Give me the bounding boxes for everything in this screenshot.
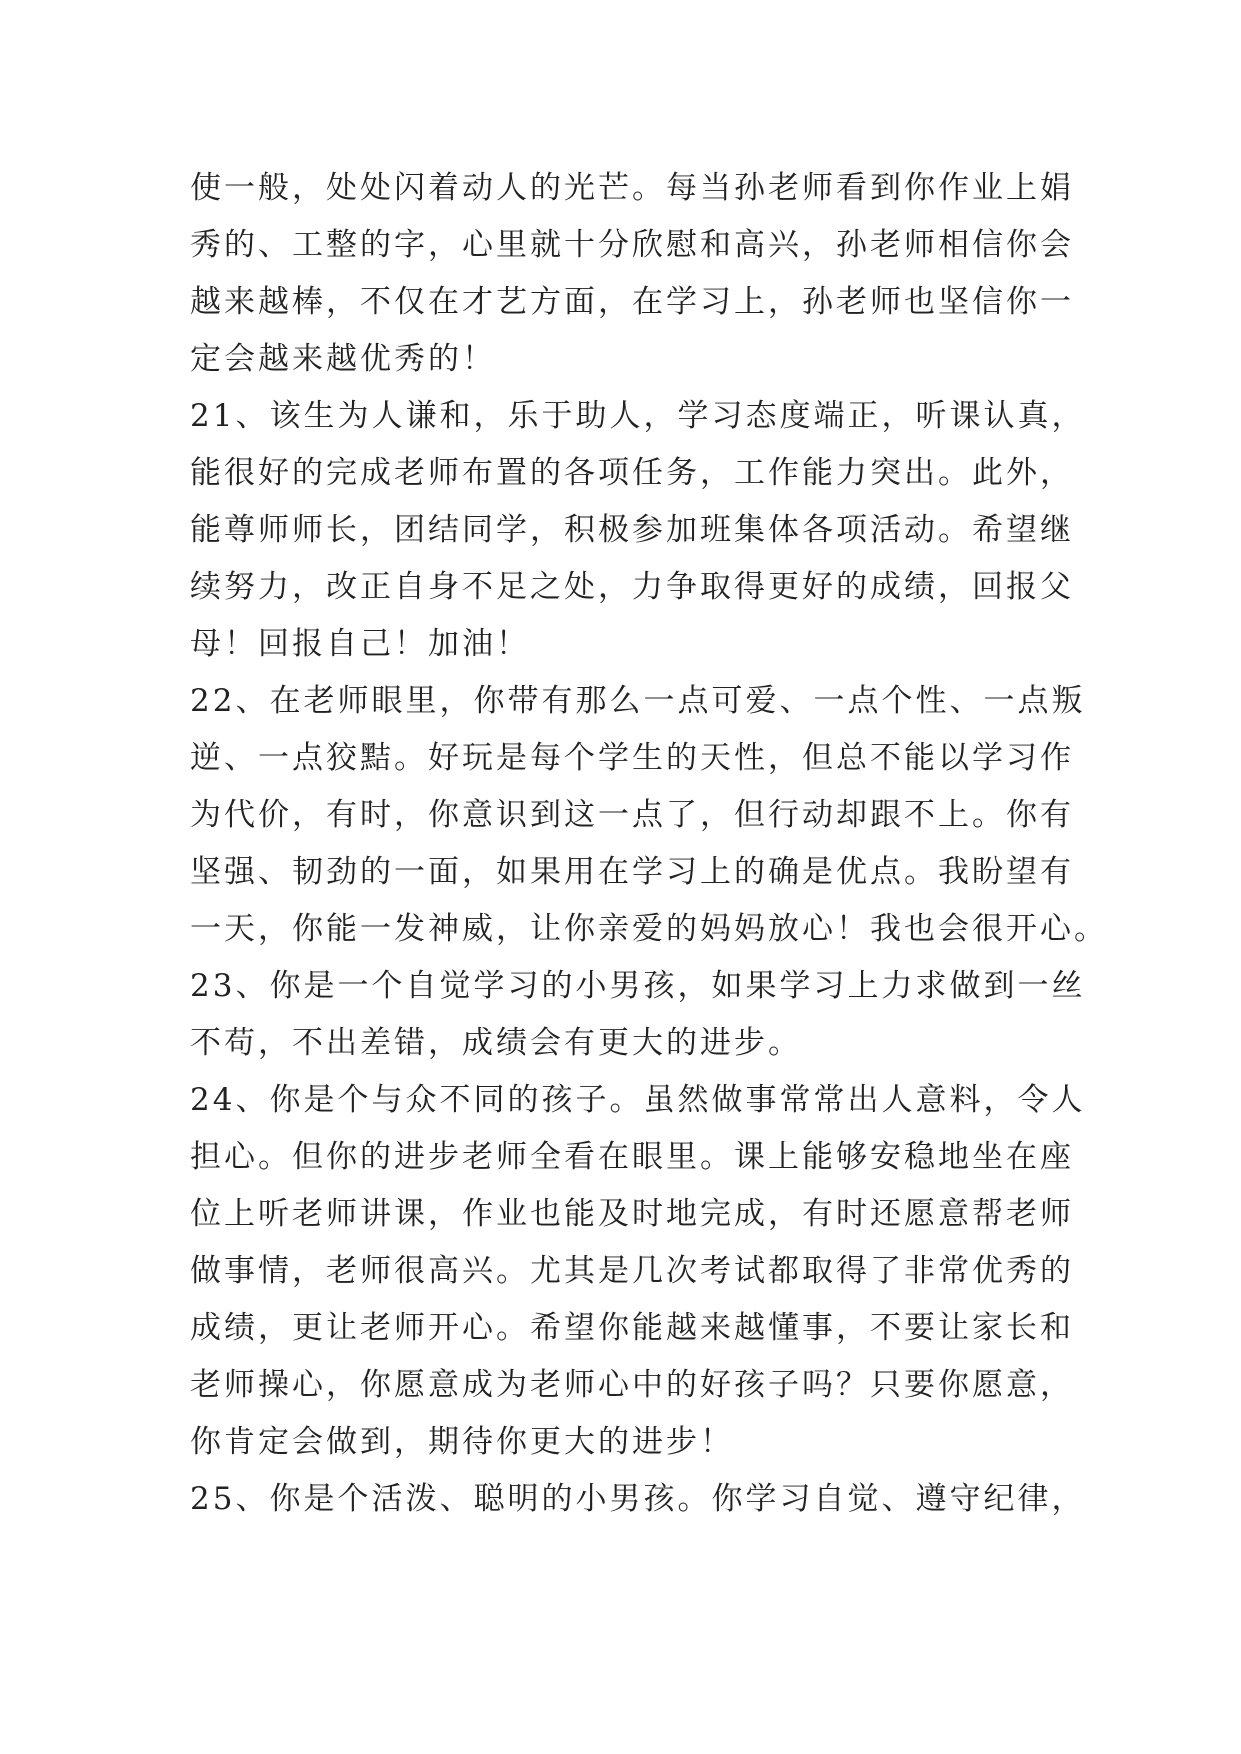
document-body xyxy=(190,160,1108,1528)
text-line: 做事情，老师很高兴。尤其是几次考试都取得了非常优秀的 xyxy=(190,1253,1074,1289)
text-line: 22、在老师眼里，你带有那么一点可爱、一点个性、一点叛 xyxy=(190,683,1086,719)
text-line: 能尊师师长，团结同学，积极参加班集体各项活动。希望继 xyxy=(190,512,1074,548)
text-line: 母！回报自己！加油！ xyxy=(190,626,530,662)
text-line: 能很好的完成老师布置的各项任务，工作能力突出。此外， xyxy=(190,455,1074,491)
text-line: 25、你是个活泼、聪明的小男孩。你学习自觉、遵守纪律， xyxy=(190,1481,1086,1517)
text-line: 21、该生为人谦和，乐于助人，学习态度端正，听课认真， xyxy=(190,398,1086,434)
text-line: 秀的、工整的字，心里就十分欣慰和高兴，孙老师相信你会 xyxy=(190,227,1074,263)
text-line: 逆、一点狡黠。好玩是每个学生的天性，但总不能以学习作 xyxy=(190,740,1074,776)
text-line: 你肯定会做到，期待你更大的进步！ xyxy=(190,1424,734,1460)
text-line: 续努力，改正自身不足之处，力争取得更好的成绩，回报父 xyxy=(190,569,1074,605)
text-line: 位上听老师讲课，作业也能及时地完成，有时还愿意帮老师 xyxy=(190,1196,1074,1232)
text-line: 不苟，不出差错，成绩会有更大的进步。 xyxy=(190,1025,802,1061)
text-line: 成绩，更让老师开心。希望你能越来越懂事，不要让家长和 xyxy=(190,1310,1074,1346)
text-line: 越来越棒，不仅在才艺方面，在学习上，孙老师也坚信你一 xyxy=(190,284,1074,320)
text-line: 23、你是一个自觉学习的小男孩，如果学习上力求做到一丝 xyxy=(190,968,1086,1004)
text-line: 老师操心，你愿意成为老师心中的好孩子吗？只要你愿意， xyxy=(190,1367,1074,1403)
text-line: 定会越来越优秀的！ xyxy=(190,341,496,377)
text-line: 坚强、韧劲的一面，如果用在学习上的确是优点。我盼望有 xyxy=(190,854,1074,890)
text-line: 担心。但你的进步老师全看在眼里。课上能够安稳地坐在座 xyxy=(190,1139,1074,1175)
text-line: 为代价，有时，你意识到这一点了，但行动却跟不上。你有 xyxy=(190,797,1074,833)
text-line: 24、你是个与众不同的孩子。虽然做事常常出人意料，令人 xyxy=(190,1082,1086,1118)
text-line: 使一般，处处闪着动人的光芒。每当孙老师看到你作业上娟 xyxy=(190,170,1074,206)
text-line: 一天，你能一发神威，让你亲爱的妈妈放心！我也会很开心。 xyxy=(190,911,1108,947)
